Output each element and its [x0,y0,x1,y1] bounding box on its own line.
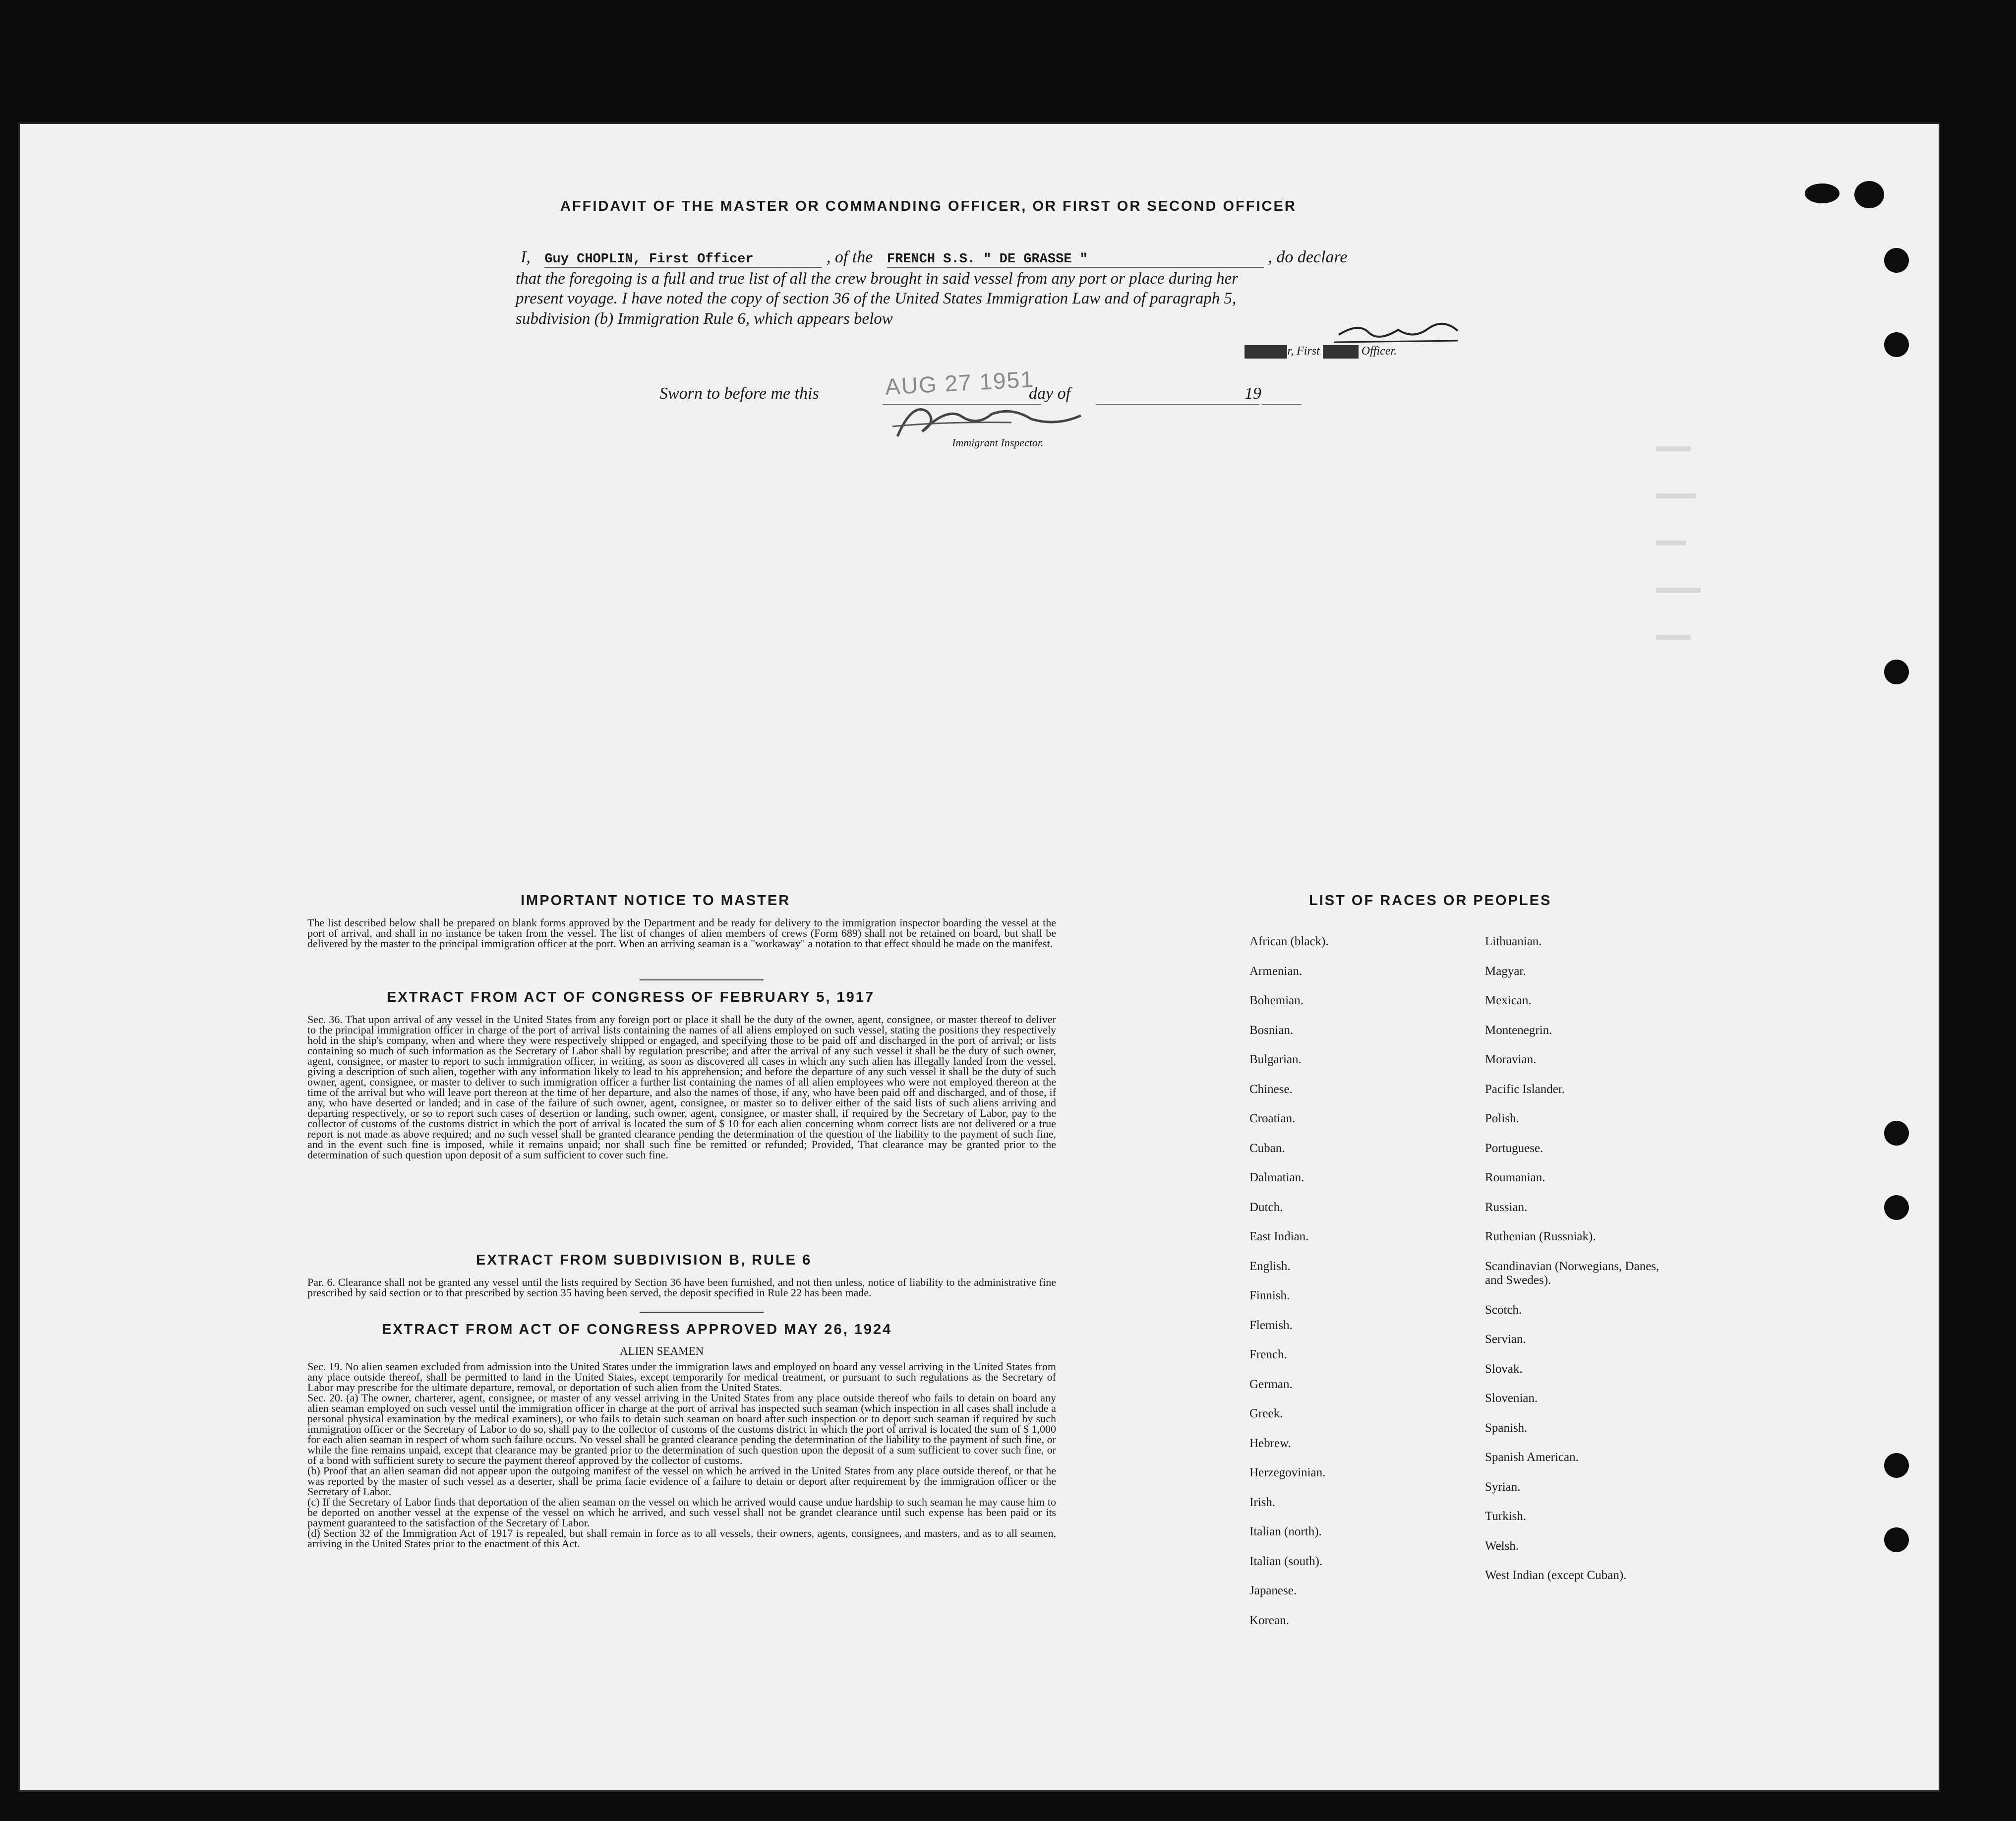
race-item: Lithuanian. [1485,935,1542,948]
race-item: Italian (south). [1249,1554,1323,1568]
race-item: Russian. [1485,1200,1528,1214]
punch-hole [1884,1195,1909,1220]
race-item: Welsh. [1485,1539,1519,1553]
race-item: Montenegrin. [1485,1023,1552,1037]
race-item: Bulgarian. [1249,1053,1302,1066]
race-item: Pacific Islander. [1485,1082,1565,1096]
divider [640,979,764,980]
sec-19: Sec. 19. No alien seamen excluded from admission into the United States under the immigration laws and employed on board any vessel arriving in the United States from any place outside thereof, shall be permitted to land in the United States, except temporarily for medical treatment, or pursuant to such regulations as the Secretary of Labor may prescribe for the ultimate departure, removal, or deportation of such alien from the United States. [307,1360,1056,1394]
sworn-label: Sworn to before me this [659,384,819,403]
sec-20c: (c) If the Secretary of Labor finds that deportation of the alien seaman on the vessel on which he arrived would cause undue hardship to such seaman he may cause him to be deported on another vessel at the expense of the vessel on which he arrived, and such vessel shall not be grandet clearance until such expense has been paid or its payment guaranteed to the satisfaction of the Secretary of Labor. [307,1496,1056,1529]
signature-caption-text: r, First [1287,345,1320,358]
race-item: Italian (north). [1249,1525,1322,1538]
extract-1917-title: EXTRACT FROM ACT OF CONGRESS OF FEBRUARY 5, 1917 [387,989,875,1005]
race-item: Slovak. [1485,1362,1523,1376]
race-item: Japanese. [1249,1584,1297,1597]
year-prefix: 19 [1245,384,1261,403]
race-item: Spanish. [1485,1421,1528,1435]
race-item: Bohemian. [1249,994,1304,1007]
punch-hole [1884,248,1909,273]
sec-20d: (d) Section 32 of the Immigration Act of 1917 is repealed, but shall remain in force as to all vessels, their owners, agents, consignees, and masters, and as to all seamen, arriving in the United States prior to the enactment of this Act. [307,1527,1056,1550]
notice-body: The list described below shall be prepared on blank forms approved by the Department and be ready for delivery to the immigration inspector boarding the vessel at the port of arrival, and shall in no instance be taken from the vessel. The list of changes of alien members of crews (Form 689) shall not be retained on board, but shall be delivered by the master to the principal immigration officer at the port. When an arriving seaman is a "workaway" a notation to that effect should be made on the manifest. [307,916,1056,950]
race-item: Irish. [1249,1495,1276,1509]
divider [640,1312,764,1313]
affidavit-line2: that the foregoing is a full and true list of all the crew brought in said vessel from any port or place during her [516,270,1239,288]
date-stamp: AUG 27 1951 [884,366,1035,400]
punch-hole [1884,332,1909,357]
race-item: Ruthenian (Russniak). [1485,1230,1596,1243]
races-title: LIST OF RACES OR PEOPLES [1309,893,1552,909]
race-item: African (black). [1249,935,1329,948]
punch-hole [1884,1527,1909,1552]
race-item: Flemish. [1249,1318,1293,1332]
race-item: Polish. [1485,1112,1519,1125]
race-item: English. [1249,1259,1291,1273]
race-item: Bosnian. [1249,1023,1294,1037]
extract-rule6-title: EXTRACT FROM SUBDIVISION B, RULE 6 [476,1252,812,1268]
race-item: Dutch. [1249,1200,1283,1214]
extract-1917-body: Sec. 36. That upon arrival of any vessel in the United States from any foreign port or place it shall be the duty of the owner, agent, consignee, or master thereof to deliver to the principal immigration officer in charge of the port of arrival lists containing the names of all aliens employed on such vessel, stating the positions they respectively hold in the ship's company, when and where they were respectively shipped or engaged, and specifying those to be paid off and discharged in the port of arrival; or lists containing so much of such information as the Secretary of Labor shall by regulation prescribe; and after the arrival of any such vessel it shall be the duty of such owner, agent, consignee, or master to report to such immigration officer, in writing, as soon as discovered all cases in which any such alien has illegally landed from the vessel, giving a description of such alien, together with any information likely to lead to his apprehension; and before the departure of any such vessel it shall be the duty of such owner, agent, consignee, or master to deliver to such immigration officer a further list containing the names of all alien employees who were not employed thereon at the time of the arrival but who will leave port thereon at the time of her departure, and also the names of those, if any, who have been paid off and discharged, and of those, if any, who have deserted or landed; and in case of the failure of such owner, agent, consignee, or master so to deliver either of the said lists of such aliens arriving and departing respectively, or so to report such cases of desertion or landing, such owner, agent, consignee, or master shall, if required by the Secretary of Labor, pay to the collector of customs of the customs district in which the port of arrival is located the sum of $ 10 for each alien concerning whom correct lists are not delivered or a true report is not made as above required; and no such vessel shall be granted clearance pending the determination of the question of the liability to the payment of such fine, and in the event such fine is imposed, while it remains unpaid; nor shall such fine be remitted or refunded; Provided, That clearance may be granted prior to the determination of such question upon deposit of a sum sufficient to cover such fine. [307,1013,1056,1161]
punch-hole [1884,660,1909,684]
race-item: Armenian. [1249,964,1303,978]
extract-1924-title: EXTRACT FROM ACT OF CONGRESS APPROVED MAY 26, 1924 [382,1322,892,1337]
affidavit-title: AFFIDAVIT OF THE MASTER OR COMMANDING OFFICER, OR FIRST OR SECOND OFFICER [560,198,1297,214]
race-item: Magyar. [1485,964,1526,978]
day-of-label: day of [1029,384,1071,403]
affidavit-line3: present voyage. I have noted the copy of section 36 of the United States Immigration Law and of paragraph 5, [516,290,1237,307]
punch-hole [1854,181,1884,208]
race-item: German. [1249,1377,1293,1391]
punch-hole [1884,1453,1909,1478]
race-item: Roumanian. [1485,1171,1545,1184]
race-item: French. [1249,1348,1287,1361]
alien-seamen-subtitle: ALIEN SEAMEN [620,1345,704,1357]
race-item: Scotch. [1485,1303,1522,1317]
race-item: Cuban. [1249,1141,1285,1155]
affidavit-line1 [521,248,1468,268]
race-item: West Indian (except Cuban). [1485,1569,1627,1582]
race-item: East Indian. [1249,1230,1309,1243]
officer-name: Guy CHOPLIN, First Officer [544,252,822,268]
bleed-through-column [1656,446,1706,1339]
race-item: Portuguese. [1485,1141,1543,1155]
notice-title: IMPORTANT NOTICE TO MASTER [521,893,791,909]
race-item: Scandinavian (Norwegians, Danes, and Swedes). [1485,1259,1660,1287]
race-item: Spanish American. [1485,1451,1579,1464]
race-item: Finnish. [1249,1289,1290,1302]
race-item: Hebrew. [1249,1436,1291,1450]
do-declare-label: , do declare [1268,248,1348,266]
of-the-label: , of the [826,248,873,266]
sec-20b: (b) Proof that an alien seaman did not appear upon the outgoing manifest of the vessel on which he arrived in the United States from any place outside thereof, or that he was reported by the master of such vessel as a deserter, shall be prima facie evidence of a failure to detain or deport after requirement by the immigration officer or the Secretary of Labor. [307,1464,1056,1498]
signature-caption: XXXXXXr, First XXXXX Officer. [1245,345,1397,359]
race-item: Turkish. [1485,1510,1527,1523]
sec-20a: Sec. 20. (a) The owner, charterer, agent, consignee, or master of any vessel arriving in the United States from any place outside thereof who fails to detain on board any alien seaman employed on such vessel until the immigration officer in charge at the port of arrival has inspected such seaman (which inspection in all cases shall include a personal physical examination by the medical examiners), or who fails to detain such seaman on board after such inspection or to deport such seaman if required by such immigration officer or the Secretary of Labor to do so, shall pay to the collector of customs of the customs district in which the port of arrival is located the sum of $ 1,000 for each alien seaman in respect of whom such failure occurs. No vessel shall be granted clearance pending the determination of the liability to the payment of such fine, or while the fine remains unpaid, except that clearance may be granted prior to the determination of such question upon the deposit of a sum sufficient to cover such fine, or of a bond with sufficient surety to secure the payment thereof approved by the collector of customs. [307,1392,1056,1466]
punch-hole [1805,183,1839,203]
document-page [20,124,1939,1790]
sworn-year-line [1262,404,1302,405]
race-item: Herzegovinian. [1249,1466,1326,1479]
race-item: Slovenian. [1485,1392,1538,1405]
race-item: Moravian. [1485,1053,1537,1066]
punch-hole [1884,1121,1909,1146]
affidavit-line4: subdivision (b) Immigration Rule 6, which appears below [516,310,893,328]
i-label: I, [521,248,531,266]
race-item: Mexican. [1485,994,1532,1007]
race-item: Dalmatian. [1249,1171,1304,1184]
race-item: Chinese. [1249,1082,1293,1096]
sworn-month-line [1096,404,1259,405]
inspector-caption: Immigrant Inspector. [952,436,1044,449]
vessel-name: FRENCH S.S. " DE GRASSE " [887,252,1264,268]
race-item: Croatian. [1249,1112,1296,1125]
race-item: Servian. [1485,1333,1526,1346]
race-item: Syrian. [1485,1480,1521,1494]
race-item: Korean. [1249,1613,1289,1627]
race-item: Greek. [1249,1407,1283,1420]
extract-rule6-body: Par. 6. Clearance shall not be granted any vessel until the lists required by Section 36 have been furnished, and not then unless, notice of liability to the administrative fine prescribed by said section or to that prescribed by section 35 having been served, the deposit specified in Rule 22 has been made. [307,1276,1056,1299]
signature-caption-officer: Officer. [1361,345,1397,358]
extract-1924-body [307,1361,1056,1549]
